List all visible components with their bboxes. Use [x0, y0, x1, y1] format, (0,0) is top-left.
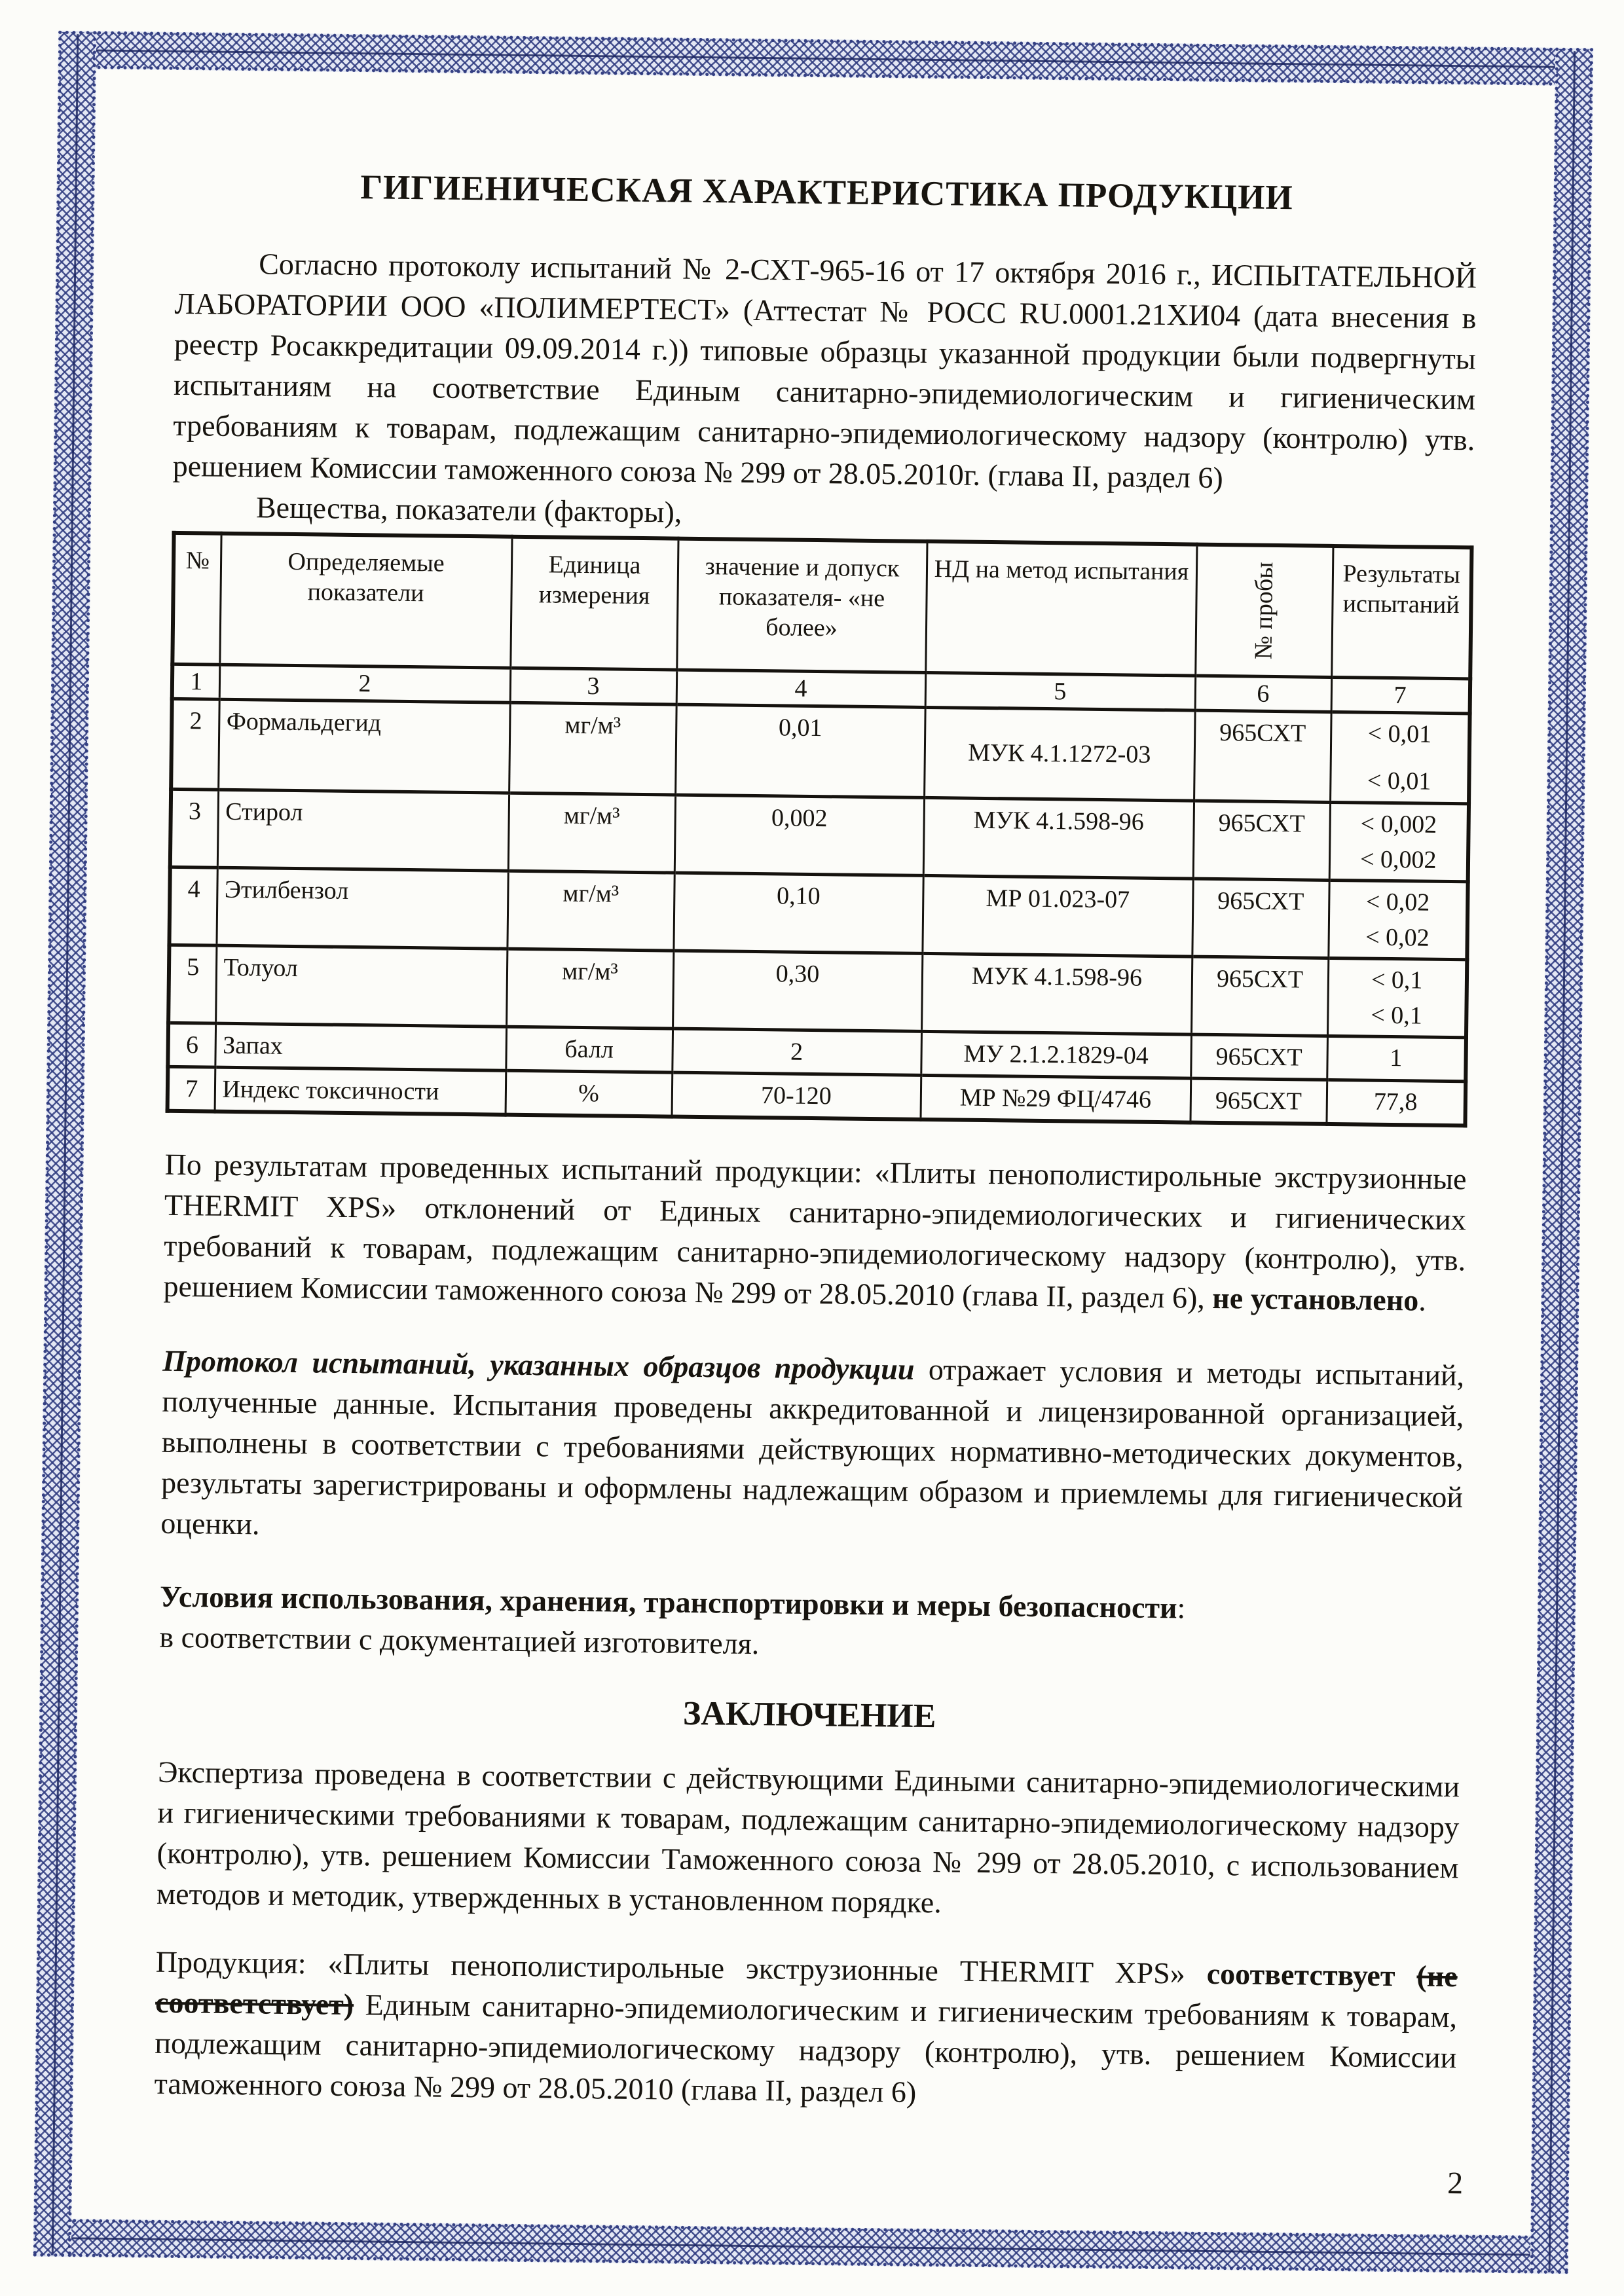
result-value: < 0,01: [1367, 720, 1432, 748]
column-number: 7: [1331, 677, 1471, 713]
cell-sample: 965СХТ: [1191, 957, 1328, 1036]
cell-row-number: 2: [171, 699, 219, 790]
result-value: < 0,002: [1360, 809, 1437, 839]
expertise-paragraph: Экспертиза проведена в соответствии с действующими Едиными санитарно-эпидемиологическими и гигиеническими требованиями к товарам, подлежащим санитарно-эпидемиологическому надзору (контролю), утв. решением Комиссии Таможенного союза № 299 от 28.05.2010, с использованием методов и методик, утвержденных в установленном порядке.: [156, 1755, 1460, 1919]
product-pre: Продукция: «Плиты пенополистирольные экструзионные THERMIT XPS»: [155, 1944, 1208, 1990]
cell-sample: 965СХТ: [1190, 1078, 1327, 1124]
header-unit: Единица измерения: [510, 537, 678, 670]
cell-row-number: 3: [170, 789, 218, 867]
table-row: [168, 945, 1467, 1037]
cell-results: [1327, 1036, 1466, 1081]
cell-unit: %: [506, 1070, 673, 1116]
cell-sample: 965СХТ: [1192, 879, 1329, 958]
cell-sample: 965СХТ: [1190, 1034, 1327, 1080]
cell-indicator: Стирол: [217, 790, 509, 871]
cell-norm: 70-120: [672, 1072, 921, 1120]
product-verdict: соответствует: [1206, 1956, 1417, 1993]
cell-results: [1327, 958, 1467, 1037]
results-emphasis: не установлено: [1212, 1281, 1419, 1317]
result-value: < 0,1: [1371, 1001, 1423, 1030]
results-text: По результатам проведенных испытаний продукции: «Плиты пенополистирольные экструзионные THERMIT XPS» отклонений от Единых санитарно-эпидемиологических и гигиенических требований к товарам, подлежащим санитарно-эпидемиологическому надзору (контролю), утв. решением Комиссии таможенного союза № 299 от 28.05.2010 (глава II, раздел 6),: [163, 1147, 1467, 1315]
result-value: 77,8: [1373, 1087, 1418, 1116]
intro-paragraph: Согласно протоколу испытаний № 2-СХТ-965-16 от 17 октября 2016 г., ИСПЫТАТЕЛЬНОЙ ЛАБОРАТОРИИ ООО «ПОЛИМЕРТЕСТ» (Аттестат № РОСС RU.0001.21ХИ04 (дата внесения в реестр Росаккредитации 09.09.2014 г.)) типовые образцы указанной продукции были подвергнуты испытаниям на соответствие Единым санитарно-эпидемиологическим и гигиеническим требованиям к товарам, подлежащим санитарно-эпидемиологическому надзору (контролю) утв. решением Комиссии таможенного союза № 299 от 28.05.2010г. (глава II, раздел 6): [172, 247, 1477, 495]
result-value: < 0,02: [1365, 923, 1430, 952]
cell-results: [1326, 1080, 1466, 1125]
document-body: [154, 117, 1478, 2119]
guilloche-border-top: [58, 31, 1594, 86]
cell-indicator: Толуол: [215, 945, 507, 1027]
cell-method: МУК 4.1.1272-03: [924, 707, 1195, 801]
header-norm: значение и допуск показателя- «не более»: [676, 539, 927, 672]
cell-row-number: 5: [168, 945, 216, 1023]
cell-sample: 965СХТ: [1193, 801, 1330, 880]
guilloche-border-left: [33, 31, 97, 2257]
cell-unit: мг/м³: [508, 793, 675, 873]
guilloche-border-bottom: [33, 2219, 1569, 2274]
column-number: 4: [676, 670, 926, 707]
protocol-paragraph: [160, 1340, 1464, 1558]
results-paragraph: [163, 1144, 1467, 1321]
column-number: 5: [925, 672, 1196, 710]
header-number: №: [172, 533, 221, 665]
guilloche-border-right: [1530, 48, 1594, 2274]
page-title: ГИГИЕНИЧЕСКАЯ ХАРАКТЕРИСТИКА ПРОДУКЦИИ: [360, 168, 1294, 217]
column-number: 1: [172, 664, 220, 699]
cell-method: МР 01.023-07: [922, 875, 1192, 957]
cell-row-number: 7: [168, 1066, 215, 1111]
column-number: 3: [510, 668, 677, 704]
substances-table-body: [168, 699, 1470, 1125]
product-verdict-paragraph: [154, 1941, 1458, 2119]
cell-row-number: 4: [169, 867, 217, 945]
rotated-header-label: № пробы: [1249, 562, 1279, 660]
table-header-row: [172, 533, 1471, 678]
cell-sample: 965СХТ: [1194, 710, 1331, 802]
cell-results: [1330, 712, 1470, 803]
cell-indicator: Формальдегид: [218, 699, 510, 793]
cell-method: МР №29 ФЦ/4746: [921, 1075, 1191, 1122]
conclusion-heading: ЗАКЛЮЧЕНИЕ: [682, 1694, 936, 1735]
cell-row-number: 6: [168, 1023, 215, 1067]
header-results: Результаты испытаний: [1331, 546, 1471, 678]
table-row: [169, 867, 1467, 959]
result-value: < 0,01: [1367, 767, 1431, 795]
cell-unit: мг/м³: [509, 702, 676, 795]
result-value: < 0,1: [1371, 966, 1423, 994]
header-indicator: Определяемые показатели: [219, 534, 511, 668]
conditions-body: в соответствии с документацией изготовителя.: [159, 1620, 760, 1660]
cell-unit: балл: [506, 1027, 673, 1072]
cell-unit: мг/м³: [507, 871, 674, 951]
results-tail: .: [1418, 1283, 1427, 1317]
cell-norm: 0,01: [675, 704, 925, 797]
cell-results: [1328, 880, 1467, 959]
column-number: 6: [1195, 676, 1332, 712]
conditions-heading: Условия использования, хранения, транспортировки и меры безопасности: [159, 1579, 1177, 1624]
conditions-block: [159, 1576, 1462, 1672]
page-number: 2: [1447, 2166, 1464, 2201]
cell-method: МУК 4.1.598-96: [923, 797, 1194, 879]
cell-unit: мг/м³: [506, 949, 673, 1029]
protocol-lead: Протокол испытаний, указанных образцов продукции: [162, 1343, 915, 1386]
cell-norm: 0,30: [673, 951, 922, 1031]
header-sample-number: [1195, 545, 1333, 677]
product-post: Единым санитарно-эпидемиологическим и гигиеническим требованиям к товарам, подлежащим санитарно-эпидемиологическому надзору (контролю), утв. решением Комиссии таможенного союза № 299 от 28.05.2010 (глава II, раздел 6): [154, 1987, 1458, 2109]
header-method: НД на метод испытания: [925, 541, 1196, 676]
conditions-colon: :: [1177, 1590, 1186, 1625]
cell-indicator: Этилбензол: [216, 867, 507, 949]
cell-norm: 0,002: [674, 795, 924, 875]
cell-results: [1329, 802, 1469, 881]
result-value: < 0,02: [1365, 888, 1430, 917]
table-row: [170, 789, 1469, 881]
cell-method: МУК 4.1.598-96: [921, 953, 1192, 1034]
product-struck-option: (не соответствует): [155, 1959, 1458, 2021]
result-value: < 0,002: [1359, 845, 1437, 874]
cell-method: МУ 2.1.2.1829-04: [921, 1031, 1191, 1078]
substances-table: [166, 531, 1474, 1127]
column-number: 2: [219, 665, 511, 702]
cell-norm: 2: [672, 1029, 921, 1075]
cell-indicator: Запах: [215, 1023, 506, 1070]
cell-indicator: Индекс токсичности: [215, 1067, 506, 1115]
substances-caption: Вещества, показатели (факторы),: [255, 490, 682, 529]
result-value: 1: [1390, 1044, 1403, 1072]
table-row: [171, 699, 1469, 803]
cell-norm: 0,10: [673, 873, 923, 953]
protocol-rest: отражает условия и методы испытаний, полученные данные. Испытания проведены аккредитованной и лицензированной организацией, выполнены в соответствии с требованиями действующих нормативно-методических документов, результаты зарегистрированы и оформлены надлежащим образом и приемлемы для гигиенической оценки.: [160, 1352, 1465, 1540]
